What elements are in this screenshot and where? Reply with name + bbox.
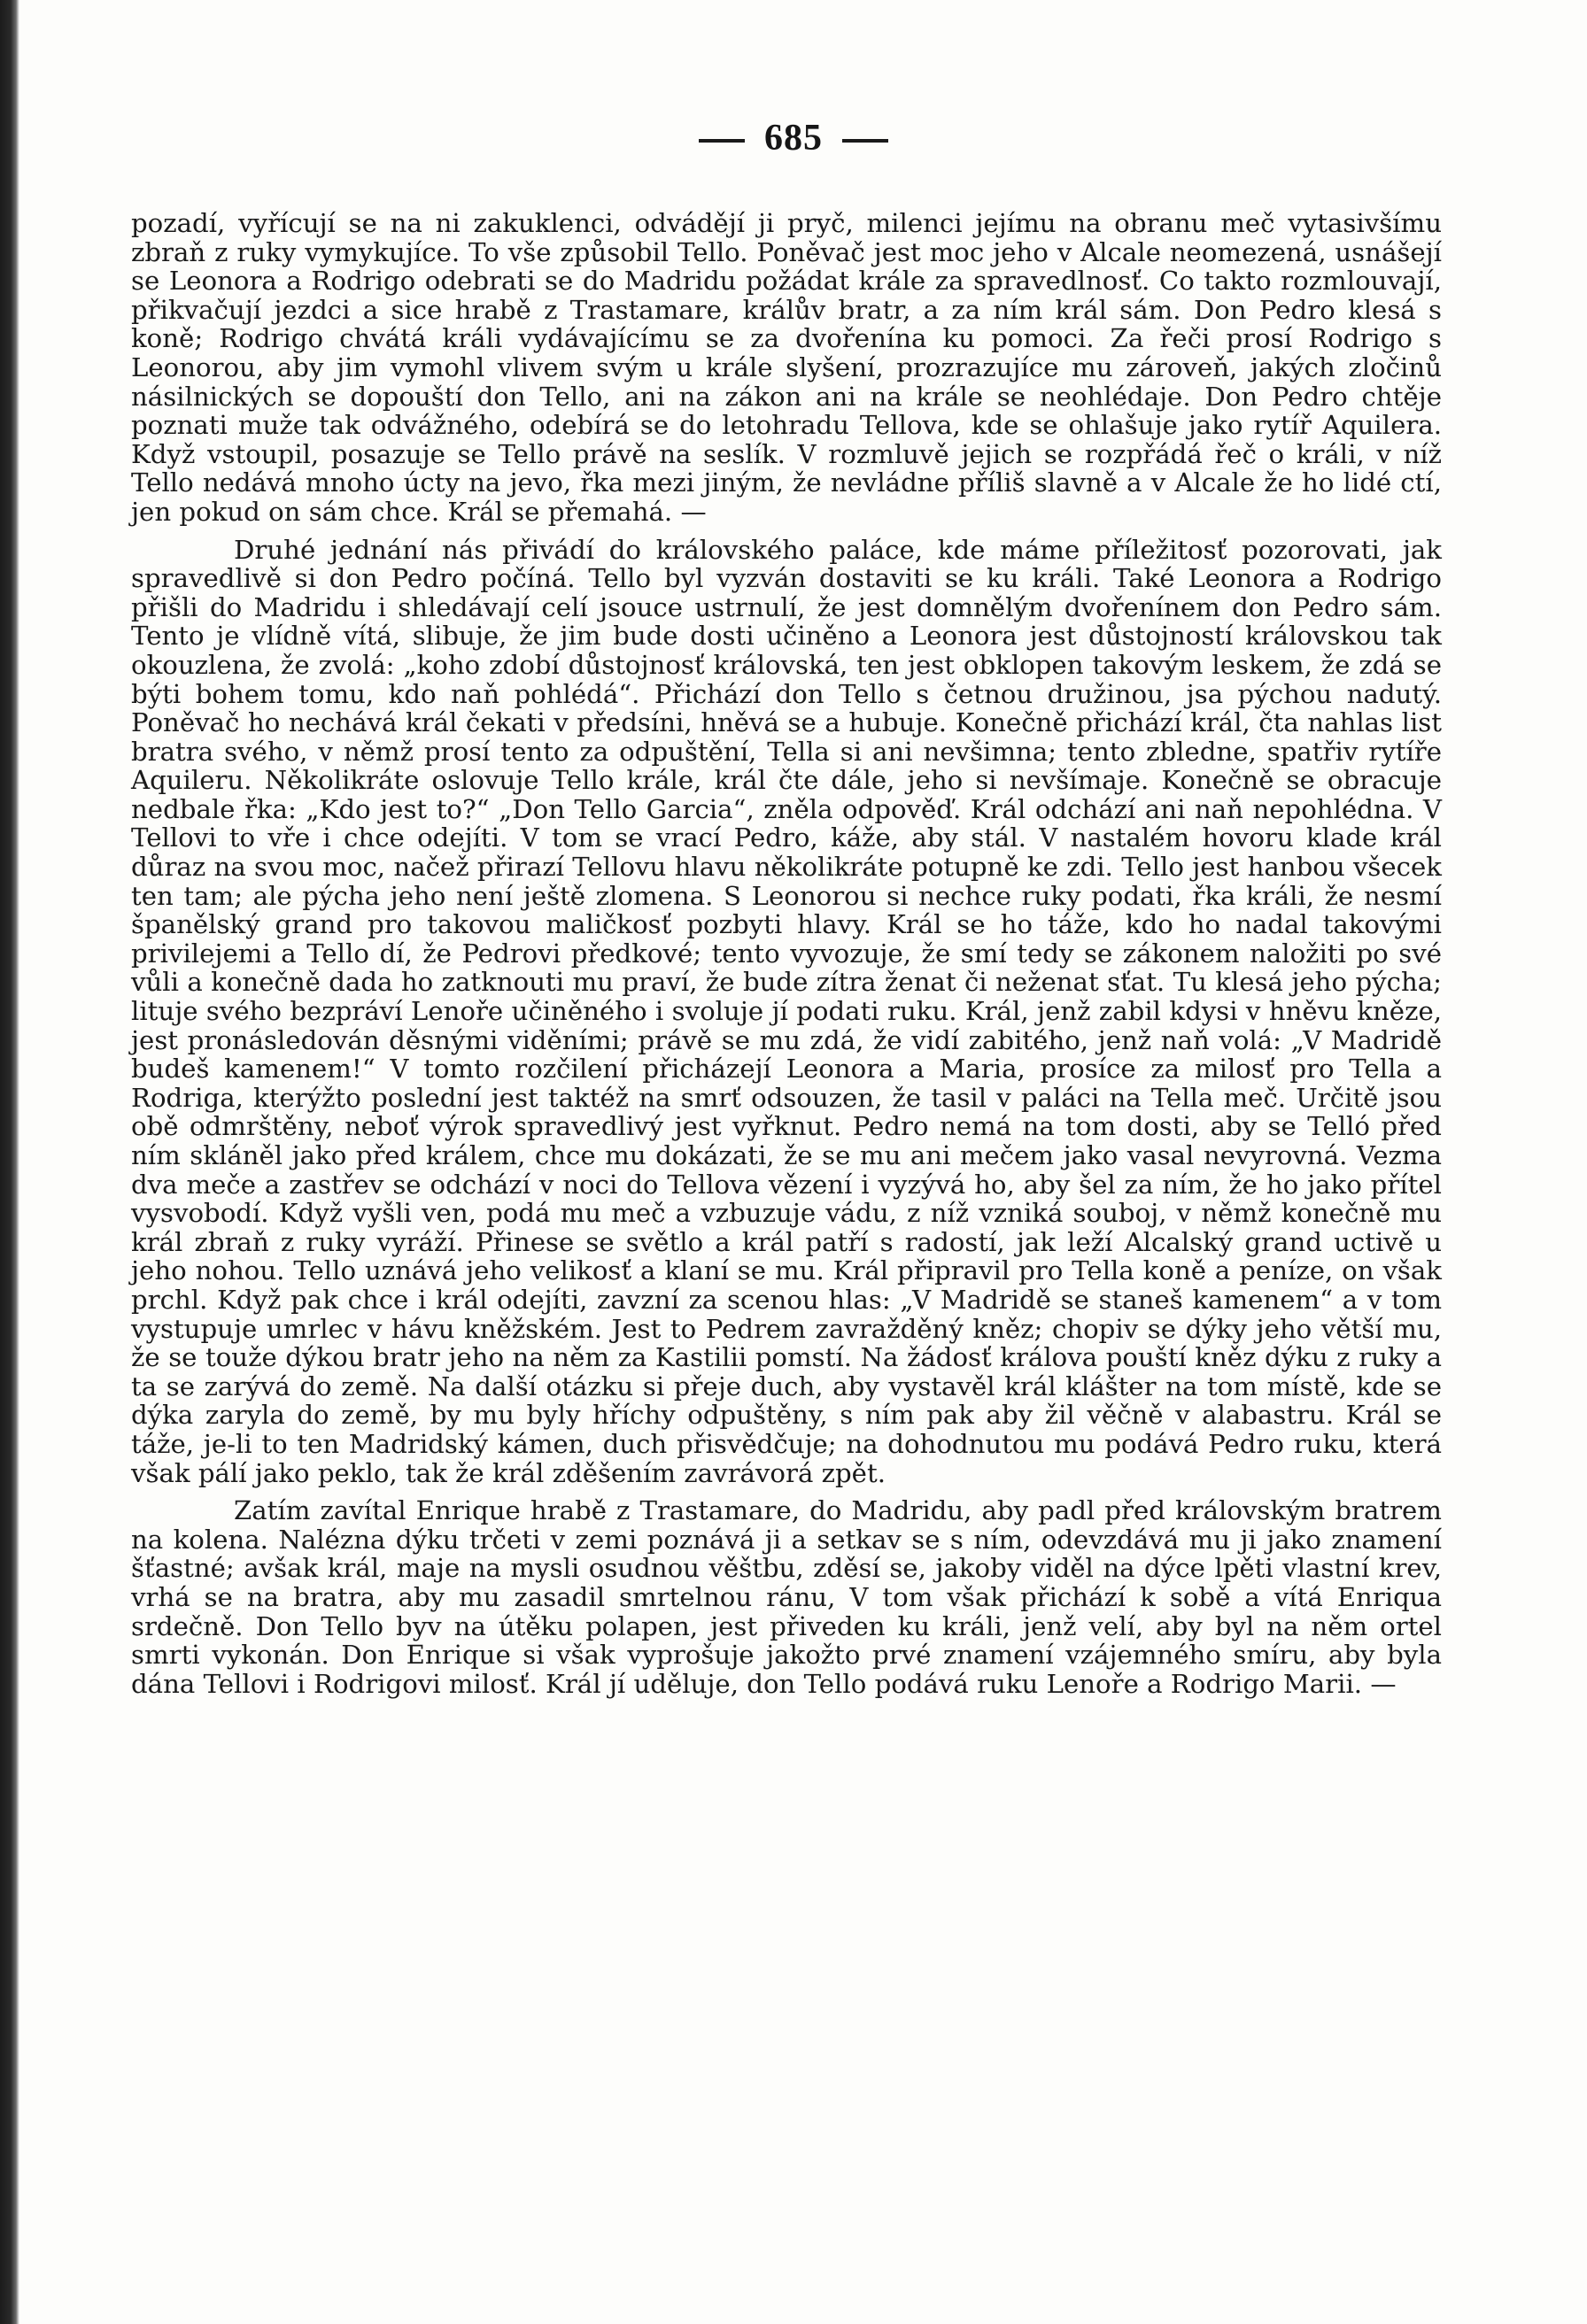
- page-gutter-shadow: [0, 0, 19, 2324]
- body-text: [131, 209, 1442, 1698]
- paragraph-2: Druhé jednání nás přivádí do královského paláce, kde máme příležitosť pozorovati, jak spravedlivě si don Pedro počíná. Tello byl vyzván dostaviti se ku králi. Také Leonora a Rodrigo přišli do Madridu i shledávají celí jsouce ustrnulí, že jest domnělým dvořenínem don Pedro sám. Tento je vlídně vítá, slibuje, že jim bude dosti učiněno a Leonora jest důstojností královskou tak okouzlena, že zvolá: „koho zdobí důstojnosť královská, ten jest obklopen takovým leskem, že zdá se býti bohem tomu, kdo naň pohlédá“. Přichází don Tello s četnou družinou, jsa pýchou nadutý. Poněvač ho nechává král čekati v předsíni, hněvá se a hubuje. Konečně přichází král, čta nahlas list bratra svého, v němž prosí tento za odpuštění, Tella si ani nevšimna; tento zbledne, spatřiv rytíře Aquileru. Několikráte oslovuje Tello krále, král čte dále, jeho si nevšímaje. Konečně se obracuje nedbale řka: „Kdo jest to?“ „Don Tello Garcia“, zněla odpověď. Král odchází ani naň nepohlédna. V Tellovi to vře i chce odejíti. V tom se vrací Pedro, káže, aby stál. V nastalém hovoru klade král důraz na svou moc, načež přirazí Tellovu hlavu několikráte potupně ke zdi. Tello jest hanbou všecek ten tam; ale pýcha jeho není ještě zlomena. S Leonorou si nechce ruky podati, řka králi, že nesmí španělský grand pro takovou maličkosť pozbyti hlavy. Král se ho táže, kdo ho nadal takovými privilejemi a Tello dí, že Pedrovi předkové; tento vyvozuje, že smí tedy se zákonem naložiti po své vůli a konečně dada ho zatknouti mu praví, že bude zítra ženat či neženat sťat. Tu klesá jeho pýcha; lituje svého bezpráví Lenoře učiněného i svoluje jí podati ruku. Král, jenž zabil kdysi v hněvu kněze, jest pronásledován děsnými viděními; právě se mu zdá, že vidí zabitého, jenž naň volá: „V Madridě budeš kamenem!“ V tomto rozčilení přicházejí Leonora a Maria, prosíce za milosť pro Tella a Rodriga, kterýžto poslední jest taktéž na smrť odsouzen, že tasil v paláci na Tella meč. Určitě jsou obě odmrštěny, neboť výrok spravedlivý jest vyřknut. Pedro nemá na tom dosti, aby se Telló před ním skláněl jako před králem, chce mu dokázati, že se mu ani mečem jako vasal nevyrovná. Vezma dva meče a zastřev se odchází v noci do Tellova vězení i vyzývá ho, aby šel za ním, že ho jako přítel vysvobodí. Když vyšli ven, podá mu meč a vzbuzuje vádu, z níž vzniká souboj, v němž konečně mu král zbraň z ruky vyráží. Přinese se světlo a král patří s radostí, jak leží Alcalský grand uctivě u jeho nohou. Tello uznává jeho velikosť a klaní se mu. Král připravil pro Tella koně a peníze, on však prchl. Když pak chce i král odejíti, zavzní za scenou hlas: „V Madridě se staneš kamenem“ a v tom vystupuje umrlec v hávu kněžském. Jest to Pedrem zavražděný kněz; chopiv se dýky jeho větší mu, že se touže dýkou bratr jeho na něm za Kastilii pomstí. Na žádosť králova pouští kněz dýku z ruky a ta se zarývá do země. Na další otázku si přeje duch, aby vystavěl král klášter na tom místě, kde se dýka zaryla do země, by mu byly hříchy odpuštěny, s ním pak aby žil věčně v alabastru. Král se táže, je-li to ten Madridský kámen, duch přisvědčuje; na dohodnutou mu podává Pedro ruku, která však pálí jako peklo, tak že král zděšením zavrávorá zpět.: [131, 534, 1442, 1488]
- page-number: 685: [764, 118, 823, 158]
- header-dash-right: [842, 139, 888, 143]
- header-dash-left: [699, 139, 745, 143]
- page-number-header: [0, 117, 1587, 159]
- paragraph-1: pozadí, vyřícují se na ni zakuklenci, odvádějí ji pryč, milenci jejímu na obranu meč vytasivšímu zbraň z ruky vymykujíce. To vše způsobil Tello. Poněvač jest moc jeho v Alcale neomezená, usnášejí se Leonora a Rodrigo odebrati se do Madridu požádat krále za spravedlnosť. Co takto rozmlouvají, přikvačují jezdci a sice hrabě z Trastamare, králův bratr, a za ním král sám. Don Pedro klesá s koně; Rodrigo chvátá králi vydávajícímu se za dvořenína ku pomoci. Za řeči prosí Rodrigo s Leonorou, aby jim vymohl vlivem svým u krále slyšení, prozrazujíce mu zároveň, jakých zločinů násilnických se dopouští don Tello, ani na zákon ani na krále se neohlédaje. Don Pedro chtěje poznati muže tak odvážného, odebírá se do letohradu Tellova, kde se ohlašuje jako rytíř Aquilera. Když vstoupil, posazuje se Tello právě na seslík. V rozmluvě jejich se rozpřádá řeč o králi, v níž Tello nedává mnoho úcty na jevo, řka mezi jiným, že nevládne příliš slavně a v Alcale že ho lidé ctí, jen pokud on sám chce. Král se přemahá. —: [131, 208, 1442, 527]
- paragraph-3: Zatím zavítal Enrique hrabě z Trastamare, do Madridu, aby padl před královským bratrem na kolena. Nalézna dýku trčeti v zemi poznává ji a setkav se s ním, odevzdává mu ji jako znamení šťastné; avšak král, maje na mysli osudnou věštbu, zděsí se, jakoby viděl na dýce lpěti vlastní krev, vrhá se na bratra, aby mu zasadil smrtelnou ránu, V tom však přichází k sobě a vítá Enriqua srdečně. Don Tello byv na útěku polapen, jest přiveden ku králi, jenž velí, aby byl na něm ortel smrti vykonán. Don Enrique si však vyprošuje jakožto prvé znamení vzájemného smíru, aby byla dána Tellovi i Rodrigovi milosť. Král jí uděluje, don Tello podává ruku Lenoře a Rodrigo Marii. —: [131, 1495, 1442, 1699]
